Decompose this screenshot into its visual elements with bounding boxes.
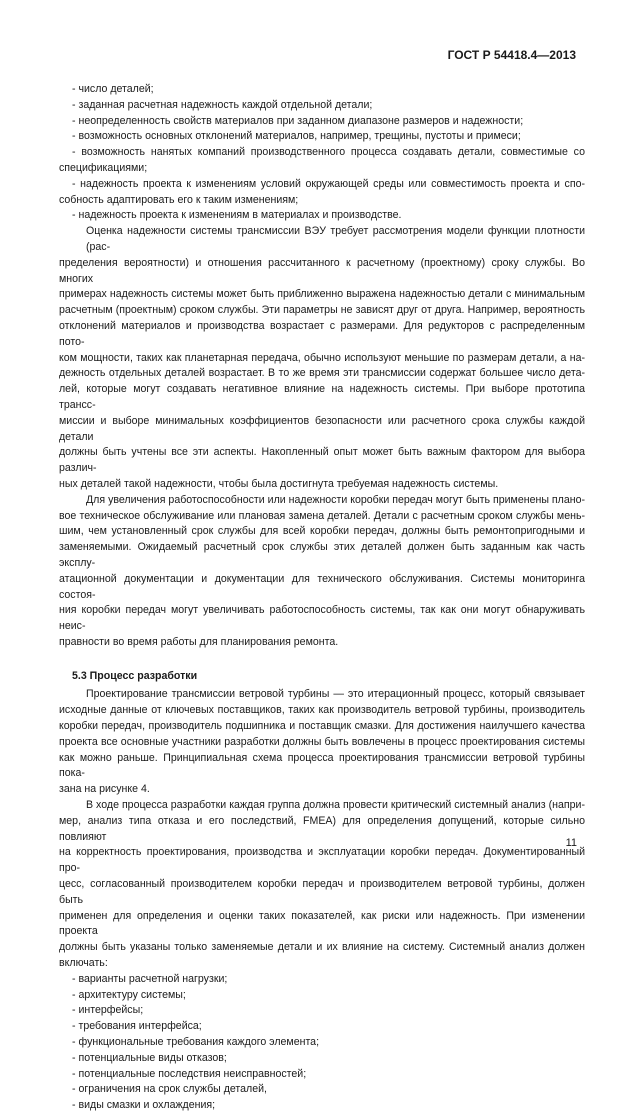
text-line: проекта все основные участники разработки должны быть вовлечены в процесс проектирования системы [59, 735, 585, 748]
page-body [59, 82, 585, 1114]
text-line: - потенциальные последствия неисправностей; [72, 1067, 307, 1080]
text-line: коробки передач, производитель подшипника и поставщик смазки. Для достижения наилучшего качества [59, 720, 585, 733]
text-line: ных деталей такой надежности, чтобы была достигнута требуемая надежность системы. [59, 477, 499, 490]
text-line: - неопределенность свойств материалов при заданном диапазоне размеров и надежности; [72, 114, 524, 127]
text-line: - возможность нанятых компаний производственного процесса создавать детали, совместимые со [72, 146, 585, 159]
text-line: мер, анализ типа отказа и его последствий, FMEA) для определения допущений, которые сильно повлияют [59, 814, 585, 843]
text-line: примерах надежность системы может быть приближенно выражена надежностью детали с минимальным [59, 288, 585, 301]
text-line: лей, которые могут создавать негативное влияние на надежность системы. При выборе прототипа трансс- [59, 383, 585, 411]
text-block-development [59, 687, 585, 1114]
text-line: - ограничения на срок службы деталей, [72, 1083, 267, 1096]
text-line: правности во время работы для планирования ремонта. [59, 635, 339, 648]
text-line: - требования интерфейса; [72, 1020, 202, 1033]
text-line: В ходе процесса разработки каждая группа должна провести критический системный анализ (напри- [86, 799, 585, 812]
text-line: спецификациями; [59, 161, 148, 174]
text-line: - интерфейсы; [72, 1004, 144, 1017]
text-line: исходные данные от ключевых поставщиков, таких как производитель ветровой турбины, производитель [59, 704, 585, 717]
text-line: - виды смазки и охлаждения; [72, 1099, 216, 1112]
text-line: расчетным (проектным) сроком службы. Эти параметры не зависят друг от друга. Например, вероятность [59, 304, 585, 317]
text-line: атационной документации и документации для технического обслуживания. Системы мониторинга состоя- [59, 572, 585, 601]
text-line: цесс, согласованный производителем коробки передач и производителем ветровой турбины, должен быть [59, 878, 585, 906]
text-line: - функциональные требования каждого элемента; [72, 1036, 320, 1049]
text-line: зана на рисунке 4. [59, 783, 150, 796]
text-line: на корректность проектирования, производства и эксплуатации коробки передач. Документированный про- [59, 846, 585, 875]
text-line: - возможность основных отклонений материалов, например, трещины, пустоты и примеси; [72, 130, 521, 143]
section-spacer [59, 651, 585, 665]
text-block-reliability [59, 82, 585, 651]
text-line: Проектирование трансмиссии ветровой турбины — это итерационный процесс, который связывает [86, 688, 585, 701]
text-line: - надежность проекта к изменениям условий окружающей среды или совместимость проекта и спо- [72, 177, 585, 190]
text-line: вое техническое обслуживание или плановая замена деталей. Детали с расчетным сроком службы мень- [59, 509, 585, 522]
text-line: включать: [59, 957, 108, 970]
text-line: отклонений материалов и производства возрастает с размерами. Для редукторов с распределенным пото- [59, 319, 585, 348]
text-line: Оценка надежности системы трансмиссии ВЭУ требует рассмотрения модели функции плотности (рас- [86, 225, 585, 253]
text-line: - архитектуру системы; [72, 988, 186, 1001]
text-line: применен для определения и оценки таких показателей, как риски или надежность. При изменении проекта [59, 909, 585, 938]
text-line: - надежность проекта к изменениям в материалах и производстве. [72, 209, 402, 222]
page-number: 11 [565, 837, 577, 849]
text-line: шим, чем установленный срок службы для всей коробки передач, должны быть ремонтопригодными и [59, 525, 585, 538]
text-line: Для увеличения работоспособности или надежности коробки передач могут быть применены плано- [86, 493, 585, 506]
text-line: собность адаптировать его к таким изменениям; [59, 193, 299, 206]
text-line: - варианты расчетной нагрузки; [72, 972, 228, 985]
text-line: миссии и выборе минимальных коэффициентов безопасности или расчетного срока службы каждой детали [59, 414, 585, 443]
text-line: - число деталей; [72, 83, 154, 95]
text-line: дежность отдельных деталей возрастает. В то же время эти трансмиссии содержат большее число дета- [59, 367, 585, 380]
text-line: - заданная расчетная надежность каждой отдельной детали; [72, 98, 373, 111]
text-line: должны быть указаны только заменяемые детали и их влияние на систему. Системный анализ должен [59, 941, 585, 954]
text-line: ком мощности, таких как планетарная передача, обычно используют меньшие по размерам детали, а на- [59, 351, 585, 364]
document-header: ГОСТ Р 54418.4—2013 [447, 48, 576, 62]
section-heading: 5.3 Процесс разработки [72, 669, 198, 682]
text-line: - потенциальные виды отказов; [72, 1051, 227, 1064]
text-line: заменяемыми. Ожидаемый расчетный срок службы этих деталей должен быть заданным как часть эксплу- [59, 541, 585, 569]
text-line: пределения вероятности) и отношения рассчитанного к расчетному (проектному) сроку службы. Во многих [59, 256, 585, 285]
text-line: должны быть учтены все эти аспекты. Накопленный опыт может быть важным фактором для выбора различ- [59, 446, 585, 475]
text-line: как можно раньше. Принципиальная схема процесса проектирования трансмиссии ветровой турбины пока- [59, 751, 585, 780]
text-line: ния коробки передач могут увеличивать работоспособность системы, так как они могут обнаруживать неис- [59, 604, 585, 633]
